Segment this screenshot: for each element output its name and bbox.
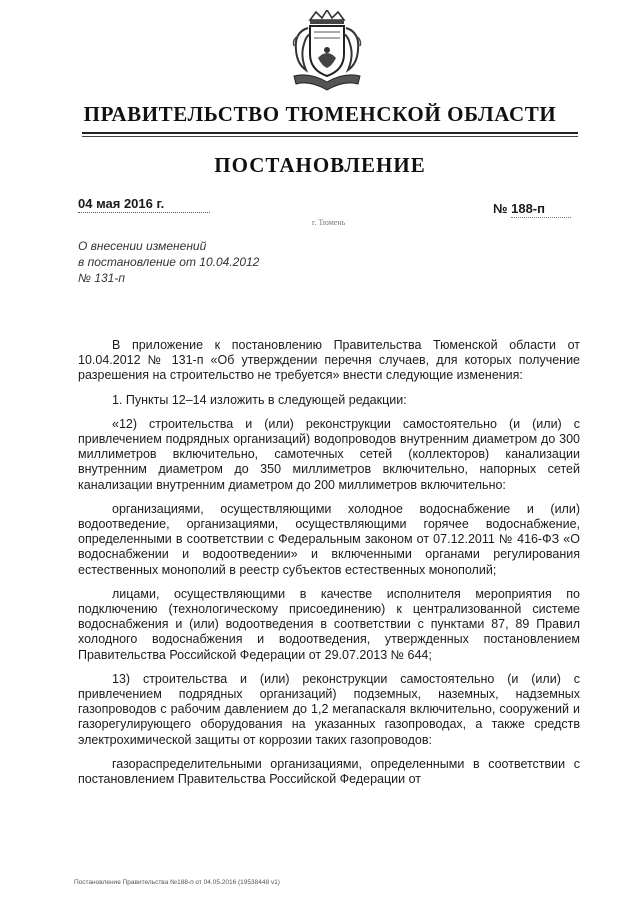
subject-line: в постановление от 10.04.2012 <box>78 255 260 269</box>
subject-line: № 131-п <box>78 271 125 285</box>
body-paragraph: «12) строительства и (или) реконструкции самостоятельно (и (или) с привлечением подрядных организаций) водопроводов внутренним диаметром до 300 миллиметров включительно, самотечных сетей (коллекторов) канализации внутренним диаметром до 350 миллиметров включительно, напорных сетей канализации внутренним диаметром до 200 миллиметров включительно: <box>78 416 580 492</box>
document-body <box>78 338 580 796</box>
body-paragraph: В приложение к постановлению Правительства Тюменской области от 10.04.2012 № 131-п «Об утверждении перечня случаев, для которых получение разрешения на строительство не требуется» внести следующие изменения: <box>78 338 580 383</box>
subject-line: О внесении изменений <box>78 239 207 253</box>
page-footer: Постановление Правительства №188-п от 04.05.2016 (19538448 v1) <box>74 879 280 886</box>
date-underline <box>78 212 210 213</box>
document-subject <box>78 238 378 286</box>
document-date: 04 мая 2016 г. <box>78 196 165 211</box>
header-rule-thin <box>82 136 578 137</box>
header-rule-thick <box>82 132 578 134</box>
city-label: г. Тюмень <box>312 218 346 227</box>
document-type: ПОСТАНОВЛЕНИЕ <box>214 153 426 177</box>
body-paragraph: газораспределительными организациями, определенными в соответствии с постановлением Правительства Российской Федерации от <box>78 756 580 787</box>
body-paragraph: 1. Пункты 12–14 изложить в следующей редакции: <box>112 392 407 407</box>
number-underline <box>511 217 571 218</box>
government-title: ПРАВИТЕЛЬСТВО ТЮМЕНСКОЙ ОБЛАСТИ <box>83 102 557 126</box>
coat-of-arms-emblem <box>288 10 366 92</box>
body-paragraph: 13) строительства и (или) реконструкции самостоятельно (и (или) с привлечением подрядных организаций) подземных, наземных, надземных газопроводов с рабочим давлением до 1,2 мегапаскаля включительно, сооружений и газорегулирующего оборудования на указанных газопроводах, а также средств электрохимической защиты от коррозии таких газопроводов: <box>78 671 580 747</box>
body-paragraph: организациями, осуществляющими холодное водоснабжение и (или) водоотведение, организациями, осуществляющими горячее водоснабжение, определенными в соответствии с Федеральным законом от 07.12.2011 № 416-ФЗ «О водоснабжении и водоотведении» и включенными органами регулирования естественных монополий в реестр субъектов естественных монополий; <box>78 501 580 577</box>
body-paragraph: лицами, осуществляющими в качестве исполнителя мероприятия по подключению (технологическому присоединению) к централизованной системе водоснабжения и (или) водоотведения в соответствии с пунктами 87, 89 Правил холодного водоснабжения и водоотведения, утвержденных постановлением Правительства Российской Федерации от 29.07.2013 № 644; <box>78 586 580 662</box>
document-number: № 188-п <box>493 201 545 216</box>
